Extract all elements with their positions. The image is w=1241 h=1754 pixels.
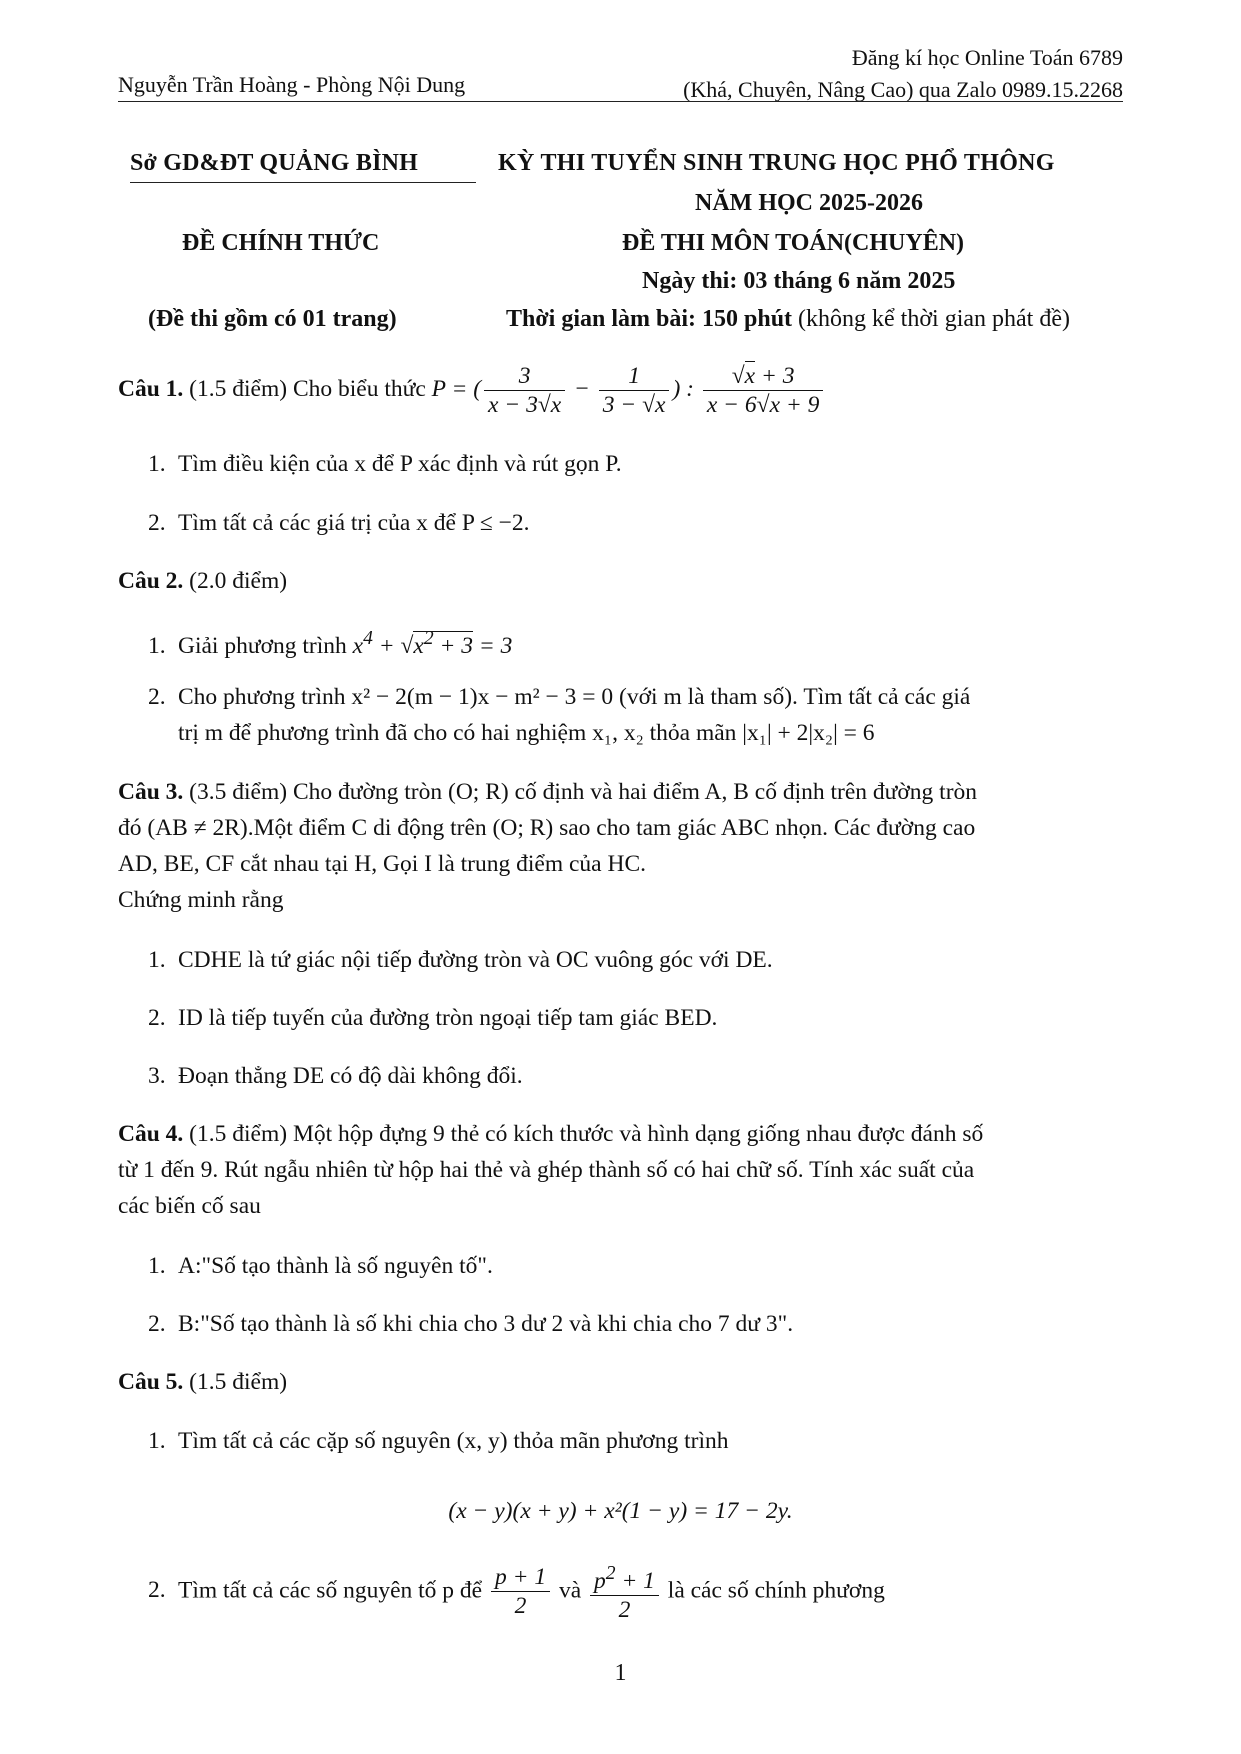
school-year: NĂM HỌC 2025-2026 bbox=[695, 190, 923, 216]
q2-points: (2.0 điểm) bbox=[189, 568, 288, 594]
q1-intro: Cho biểu thức bbox=[292, 375, 426, 402]
q3-line4: Chứng minh rằng bbox=[118, 887, 284, 913]
q5-item-2: 2. Tìm tất cả các số nguyên tố p để $\frac{p + 1}{2}$ và $\frac{p^2 + 1}{2}$ là các số chính phương bbox=[148, 1563, 885, 1623]
header-divider bbox=[118, 101, 1123, 102]
q2-item-2: 2. Cho phương trình x² − 2(m − 1)x − m² − 3 = 0 (với m là tham số). Tìm tất cả các giá trị m để phương trình đã cho có hai nghiệm x₁, x₂ thỏa mãn |x₁| + 2|x₂| = 6 bbox=[148, 684, 971, 746]
subject: ĐỀ THI MÔN TOÁN(CHUYÊN) bbox=[622, 230, 965, 256]
question-4 bbox=[118, 1116, 1128, 1224]
time-note: (không kể thời gian phát đề) bbox=[798, 306, 1070, 332]
q4-item-2: 2. B:"Số tạo thành là số khi chia cho 3 dư 2 và khi chia cho 7 dư 3". bbox=[148, 1311, 794, 1337]
department-underline bbox=[130, 182, 476, 183]
question-1 bbox=[118, 362, 826, 419]
q3-item-2: 2. ID là tiếp tuyến của đường tròn ngoại tiếp tam giác BED. bbox=[148, 1005, 718, 1031]
q5-equation: (x − y)(x + y) + x²(1 − y) = 17 − 2y. bbox=[448, 1498, 793, 1524]
header-promo-line1: Đăng kí học Online Toán 6789 bbox=[851, 45, 1123, 70]
q4-points: (1.5 điểm) bbox=[189, 1121, 288, 1147]
q3-item-1: 1. CDHE là tứ giác nội tiếp đường tròn và OC vuông góc với DE. bbox=[148, 947, 773, 973]
q3-points: (3.5 điểm) bbox=[189, 779, 288, 805]
q4-item-1: 1. A:"Số tạo thành là số nguyên tố". bbox=[148, 1253, 493, 1279]
time-label: Thời gian làm bài: 150 phút bbox=[506, 306, 793, 332]
q4-line3: các biến cố sau bbox=[118, 1193, 261, 1219]
header-author: Nguyễn Trần Hoàng - Phòng Nội Dung bbox=[118, 72, 466, 97]
department: Sở GD&ĐT QUẢNG BÌNH bbox=[130, 150, 419, 176]
question-5 bbox=[118, 1364, 287, 1400]
q2-item-1: 1. Giải phương trình $x^4 + √x^2 + 3 = 3$ bbox=[148, 628, 513, 659]
header-promo-line2: (Khá, Chuyên, Nâng Cao) qua Zalo 0989.15.2268 bbox=[683, 77, 1123, 102]
q3-line3: AD, BE, CF cắt nhau tại H, Gọi I là trung điểm của HC. bbox=[118, 851, 647, 877]
question-2 bbox=[118, 563, 287, 599]
q2-label: Câu 2. bbox=[118, 568, 184, 594]
q3-label: Câu 3. bbox=[118, 779, 184, 805]
exam-title: KỲ THI TUYỂN SINH TRUNG HỌC PHỔ THÔNG bbox=[498, 150, 1055, 176]
q3-line2: đó (AB ≠ 2R).Một điểm C di động trên (O; R) sao cho tam giác ABC nhọn. Các đường cao bbox=[118, 815, 976, 841]
page-number: 1 bbox=[614, 1660, 627, 1686]
q1-item-1: 1. Tìm điều kiện của x để P xác định và rút gọn P. bbox=[148, 451, 622, 477]
q4-line2: từ 1 đến 9. Rút ngẫu nhiên từ hộp hai thẻ và ghép thành số có hai chữ số. Tính xác suất của bbox=[118, 1157, 975, 1183]
official-label: ĐỀ CHÍNH THỨC bbox=[182, 230, 380, 256]
q1-expression: P = ( $\frac{3}{x - 3√x}$ − $\frac{1}{3 - √x}$ ) : $\frac{√x + 3}{x - 6√x + 9}$ bbox=[432, 376, 827, 402]
q1-points: (1.5 điểm) bbox=[189, 375, 288, 402]
q3-item-3: 3. Đoạn thẳng DE có độ dài không đổi. bbox=[148, 1063, 523, 1089]
question-3 bbox=[118, 774, 1128, 918]
q1-item-2: 2. Tìm tất cả các giá trị của x để P ≤ −2. bbox=[148, 510, 530, 536]
q5-points: (1.5 điểm) bbox=[189, 1369, 288, 1395]
q4-label: Câu 4. bbox=[118, 1121, 184, 1147]
q1-label: Câu 1. bbox=[118, 375, 184, 402]
q4-line1: Một hộp đựng 9 thẻ có kích thước và hình dạng giống nhau được đánh số bbox=[292, 1121, 984, 1147]
exam-date: Ngày thi: 03 tháng 6 năm 2025 bbox=[642, 268, 956, 294]
exam-time bbox=[506, 306, 1070, 333]
pages-note: (Đề thi gồm có 01 trang) bbox=[148, 306, 397, 332]
q5-item-1: 1. Tìm tất cả các cặp số nguyên (x, y) thỏa mãn phương trình bbox=[148, 1428, 729, 1454]
header-promo bbox=[683, 42, 1123, 106]
q3-line1: Cho đường tròn (O; R) cố định và hai điểm A, B cố định trên đường tròn bbox=[292, 779, 978, 805]
q5-label: Câu 5. bbox=[118, 1369, 184, 1395]
